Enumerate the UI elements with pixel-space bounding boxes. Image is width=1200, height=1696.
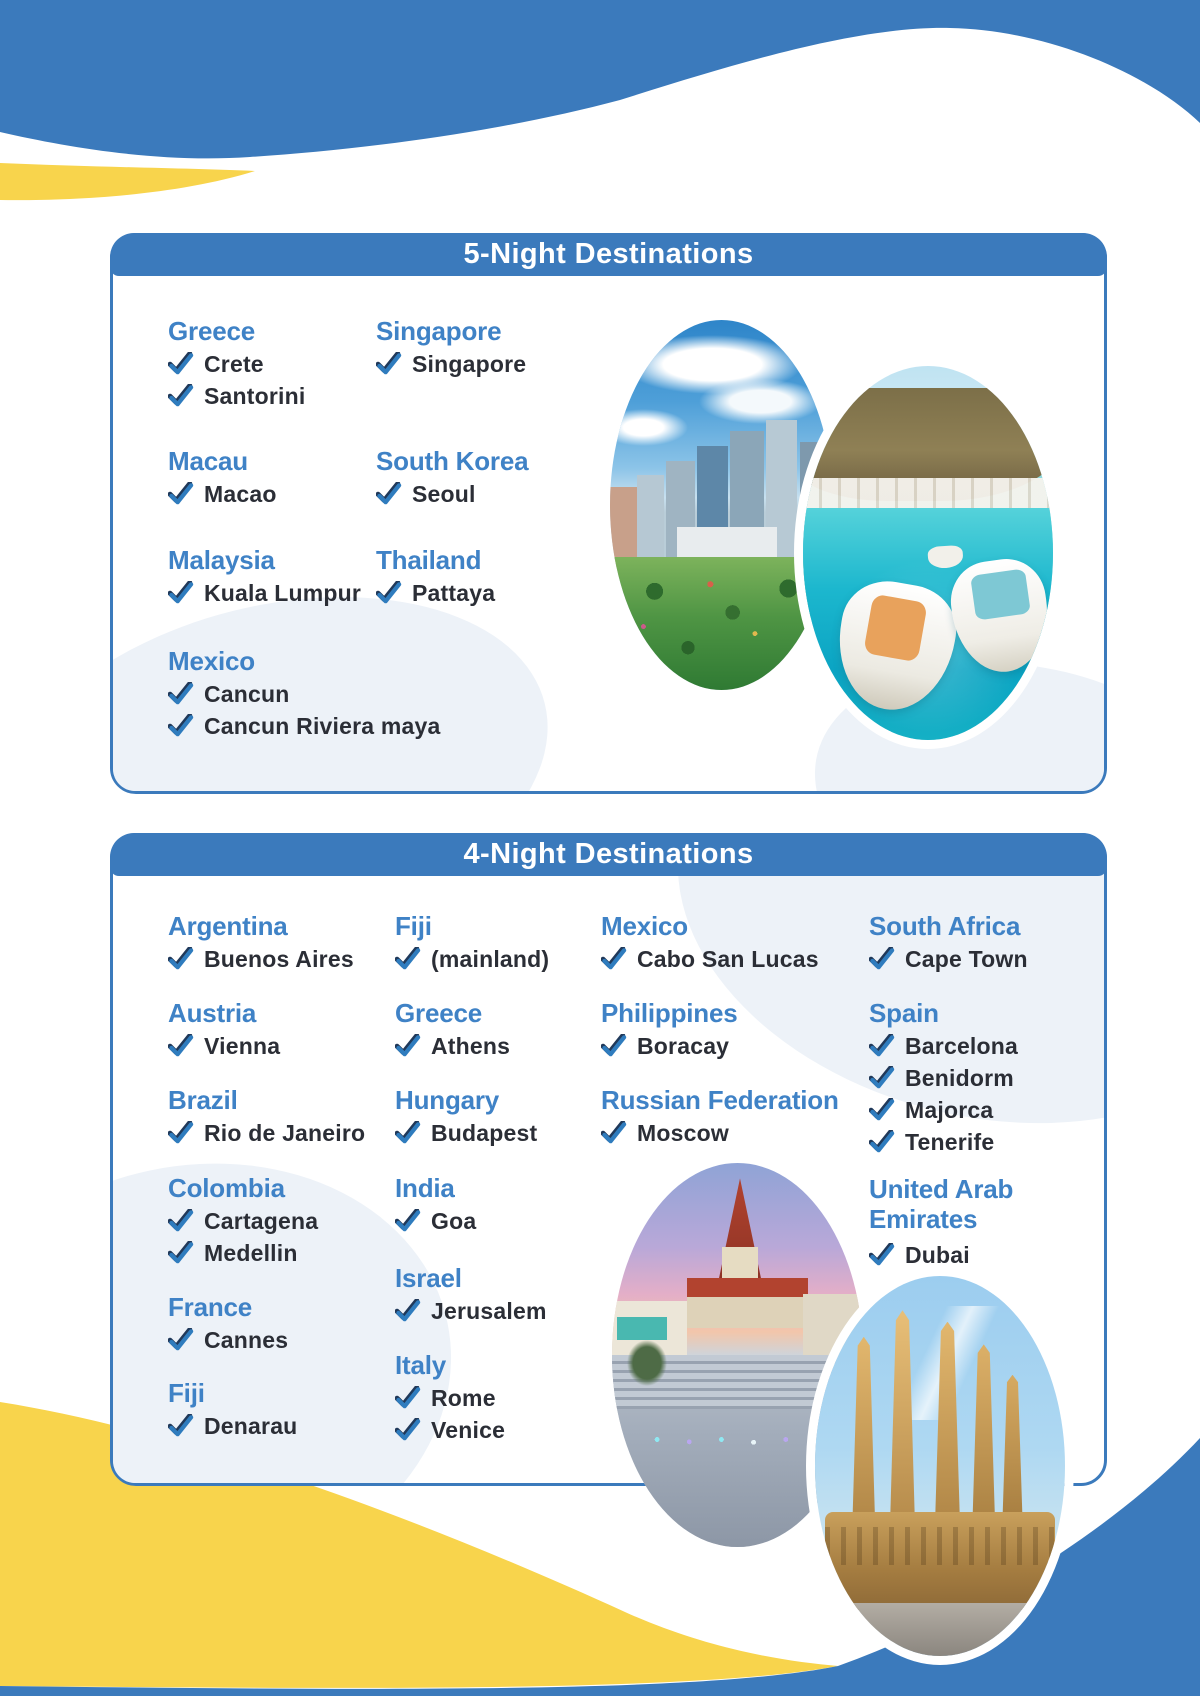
country-name: South Korea <box>376 446 529 476</box>
four-night-header-bar <box>110 833 1107 876</box>
city-name: Budapest <box>431 1119 538 1146</box>
country-group-fiji-denarau <box>168 1377 297 1441</box>
country-group-italy <box>395 1349 505 1445</box>
check-icon <box>395 1121 422 1146</box>
city-item <box>869 1063 1018 1093</box>
country-name: Macau <box>168 446 248 476</box>
country-group-uae <box>869 1174 1064 1270</box>
country-name: Israel <box>395 1263 462 1293</box>
check-icon <box>376 482 403 507</box>
check-icon <box>168 1121 195 1146</box>
city-item <box>168 381 305 411</box>
check-icon <box>869 1034 896 1059</box>
country-group-hungary <box>395 1084 537 1148</box>
city-item <box>376 479 528 509</box>
country-name: Malaysia <box>168 545 275 575</box>
city-name: Denarau <box>204 1412 298 1439</box>
city-item <box>168 711 440 741</box>
country-group-india <box>395 1172 476 1236</box>
country-name: Philippines <box>601 998 738 1028</box>
city-name: Seoul <box>412 480 476 507</box>
city-name: Kuala Lumpur <box>204 579 362 606</box>
country-name: Mexico <box>168 646 255 676</box>
check-icon <box>395 1034 422 1059</box>
city-item <box>601 1118 839 1148</box>
city-item <box>395 1206 476 1236</box>
city-item <box>168 1206 318 1236</box>
city-item <box>168 679 440 709</box>
country-name: Fiji <box>168 1378 205 1408</box>
city-name: Rio de Janeiro <box>204 1119 366 1146</box>
country-name: Spain <box>869 998 939 1028</box>
city-name: Dubai <box>905 1241 970 1268</box>
country-group-brazil <box>168 1084 365 1148</box>
country-group-austria <box>168 997 280 1061</box>
city-name: Benidorm <box>905 1064 1014 1091</box>
city-name: Barcelona <box>905 1032 1019 1059</box>
city-item <box>376 349 526 379</box>
city-name: Cancun Riviera maya <box>204 712 441 739</box>
check-icon <box>601 947 628 972</box>
city-item <box>395 1415 505 1445</box>
country-name: South Africa <box>869 911 1021 941</box>
check-icon <box>395 947 422 972</box>
city-item <box>168 1031 280 1061</box>
check-icon <box>168 714 195 739</box>
city-name: Singapore <box>412 350 527 377</box>
city-item <box>395 1383 505 1413</box>
city-name: Cabo San Lucas <box>637 945 819 972</box>
sagrada-familia-photo <box>806 1267 1074 1665</box>
check-icon <box>869 1130 896 1155</box>
check-icon <box>168 1328 195 1353</box>
country-group-greece <box>168 315 305 411</box>
city-name: Cartagena <box>204 1207 319 1234</box>
country-group-thailand <box>376 544 495 608</box>
check-icon <box>869 1243 896 1268</box>
country-name: France <box>168 1292 253 1322</box>
city-item <box>601 1031 737 1061</box>
country-name: Greece <box>168 316 255 346</box>
top-blue-wave <box>0 0 1200 158</box>
check-icon <box>168 1241 195 1266</box>
check-icon <box>601 1121 628 1146</box>
country-group-south-africa <box>869 910 1028 974</box>
city-item <box>395 1118 537 1148</box>
city-name: (mainland) <box>431 945 550 972</box>
city-name: Medellin <box>204 1239 298 1266</box>
check-icon <box>395 1418 422 1443</box>
country-group-argentina <box>168 910 354 974</box>
country-name: Russian Federation <box>601 1085 839 1115</box>
country-name: Greece <box>395 998 482 1028</box>
check-icon <box>168 384 195 409</box>
city-item <box>869 944 1028 974</box>
city-name: Moscow <box>637 1119 729 1146</box>
country-group-singapore <box>376 315 526 379</box>
city-item <box>601 944 819 974</box>
city-item <box>869 1127 1018 1157</box>
country-name: Fiji <box>395 911 432 941</box>
country-name: Singapore <box>376 316 502 346</box>
country-name: United Arab Emirates <box>869 1174 1014 1234</box>
check-icon <box>869 1066 896 1091</box>
country-group-south-korea <box>376 445 528 509</box>
city-name: Cape Town <box>905 945 1028 972</box>
country-name: Mexico <box>601 911 688 941</box>
five-night-header-bar <box>110 233 1107 276</box>
city-item <box>869 1095 1018 1125</box>
city-name: Jerusalem <box>431 1297 547 1324</box>
city-item <box>869 1031 1018 1061</box>
city-item <box>168 944 354 974</box>
check-icon <box>168 482 195 507</box>
city-item <box>168 1325 288 1355</box>
country-group-macau <box>168 445 277 509</box>
city-name: Athens <box>431 1032 511 1059</box>
country-name: Argentina <box>168 911 288 941</box>
check-icon <box>395 1386 422 1411</box>
country-group-greece-4n <box>395 997 510 1061</box>
city-name: Santorini <box>204 382 306 409</box>
check-icon <box>168 581 195 606</box>
city-name: Macao <box>204 480 277 507</box>
check-icon <box>601 1034 628 1059</box>
top-yellow-swoosh <box>0 163 255 200</box>
country-group-spain <box>869 997 1018 1157</box>
check-icon <box>376 581 403 606</box>
city-name: Tenerife <box>905 1128 995 1155</box>
city-name: Cannes <box>204 1326 289 1353</box>
city-name: Goa <box>431 1207 477 1234</box>
city-name: Crete <box>204 350 264 377</box>
country-name: Italy <box>395 1350 447 1380</box>
country-name: Brazil <box>168 1085 238 1115</box>
country-group-fiji-mainland <box>395 910 549 974</box>
check-icon <box>168 947 195 972</box>
city-name: Cancun <box>204 680 290 707</box>
city-name: Vienna <box>204 1032 281 1059</box>
check-icon <box>168 682 195 707</box>
city-name: Venice <box>431 1416 506 1443</box>
city-name: Rome <box>431 1384 496 1411</box>
check-icon <box>168 1414 195 1439</box>
city-name: Majorca <box>905 1096 994 1123</box>
turquoise-bay-boats-photo <box>794 357 1062 749</box>
five-night-title: 5-Night Destinations <box>463 238 754 270</box>
city-item <box>168 578 361 608</box>
check-icon <box>168 352 195 377</box>
check-icon <box>168 1209 195 1234</box>
country-group-russian-federation <box>601 1084 839 1148</box>
check-icon <box>168 1034 195 1059</box>
check-icon <box>395 1209 422 1234</box>
city-name: Pattaya <box>412 579 496 606</box>
country-name: India <box>395 1173 455 1203</box>
four-night-title: 4-Night Destinations <box>463 838 754 870</box>
country-group-israel <box>395 1262 547 1326</box>
city-item <box>168 1411 297 1441</box>
city-item <box>168 1118 365 1148</box>
check-icon <box>395 1299 422 1324</box>
country-group-malaysia <box>168 544 361 608</box>
country-name: Austria <box>168 998 257 1028</box>
city-item <box>395 1031 510 1061</box>
city-item <box>376 578 495 608</box>
country-group-philippines <box>601 997 737 1061</box>
country-name: Colombia <box>168 1173 285 1203</box>
city-item <box>395 1296 547 1326</box>
country-name: Hungary <box>395 1085 500 1115</box>
check-icon <box>869 947 896 972</box>
city-item <box>395 944 549 974</box>
check-icon <box>869 1098 896 1123</box>
city-item <box>869 1240 1064 1270</box>
country-name: Thailand <box>376 545 482 575</box>
city-item <box>168 349 305 379</box>
city-item <box>168 479 277 509</box>
check-icon <box>376 352 403 377</box>
country-group-mexico-4n <box>601 910 819 974</box>
city-item <box>168 1238 318 1268</box>
city-name: Buenos Aires <box>204 945 354 972</box>
country-group-mexico <box>168 645 440 741</box>
city-name: Boracay <box>637 1032 730 1059</box>
country-group-colombia <box>168 1172 318 1268</box>
country-group-france <box>168 1291 288 1355</box>
